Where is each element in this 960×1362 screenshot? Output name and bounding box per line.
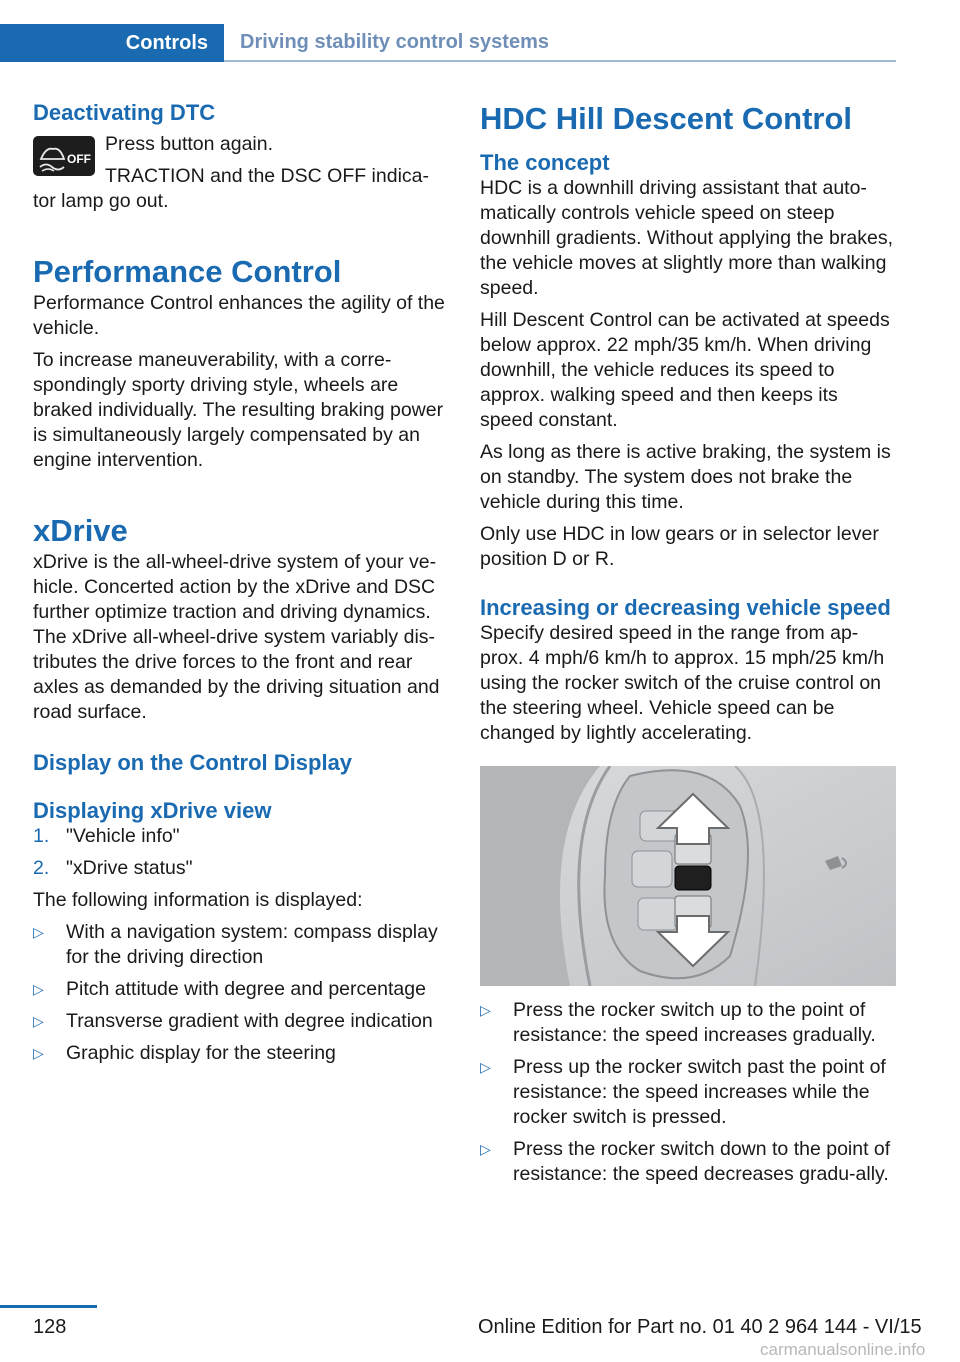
rocker-instructions-list xyxy=(480,998,896,1187)
step-number: 2. xyxy=(33,857,50,879)
triangle-bullet-icon: ▷ xyxy=(480,1002,491,1018)
edition-note: Online Edition for Part no. 01 40 2 964 144 - VI/15 xyxy=(478,1316,922,1338)
performance-text-2: To increase maneuverability, with a corre-spondingly sporty driving style, wheels are braked individually. The resulting braking power is simultaneously largely compensated by an engine intervention. xyxy=(33,349,444,471)
triangle-bullet-icon: ▷ xyxy=(480,1141,491,1157)
steps-list xyxy=(33,824,447,881)
hdc-text-2: Hill Descent Control can be activated at speeds below approx. 22 mph/35 km/h. When driving downhill, the vehicle reduces its speed to approx. walking speed and then keeps its speed constant. xyxy=(480,309,890,431)
list-item xyxy=(33,920,447,970)
control-display-heading: Display on the Control Display xyxy=(33,750,353,775)
step-text: "xDrive status" xyxy=(66,857,193,879)
footer-rule xyxy=(0,1305,97,1308)
dtc-text-2: TRACTION and the DSC OFF indica-tor lamp go out. xyxy=(33,165,429,212)
hdc-heading: HDC Hill Descent Control xyxy=(480,101,853,136)
display-intro: The following information is displayed: xyxy=(33,889,363,911)
hdc-text-1: HDC is a downhill driving assistant that auto-matically controls vehicle speed on steep downhill gradients. Without applying the brakes, the vehicle moves at slightly more than walking speed. xyxy=(480,177,893,299)
right-column xyxy=(480,100,896,1194)
list-item xyxy=(33,824,447,849)
speed-heading: Increasing or decreasing vehicle speed xyxy=(480,595,891,620)
bullet-text: Press up the rocker switch past the point of resistance: the speed increases while the rocker switch is pressed. xyxy=(513,1056,886,1128)
triangle-bullet-icon: ▷ xyxy=(33,981,44,997)
page-number: 128 xyxy=(33,1316,67,1338)
chapter-title[interactable]: Driving stability control systems xyxy=(224,24,896,62)
dsc-off-icon-label: OFF xyxy=(67,152,91,166)
triangle-bullet-icon: ▷ xyxy=(33,924,44,940)
list-item xyxy=(480,1055,896,1130)
watermark: carmanualsonline.info xyxy=(760,1340,926,1359)
section-tab[interactable]: Controls xyxy=(0,24,224,62)
triangle-bullet-icon: ▷ xyxy=(33,1045,44,1061)
dtc-text-1: Press button again. xyxy=(105,133,274,155)
list-item xyxy=(33,1041,447,1066)
bullet-text: Press the rocker switch up to the point of resistance: the speed increases gradually. xyxy=(513,999,876,1046)
list-item xyxy=(33,1009,447,1034)
bullet-text: Graphic display for the steering xyxy=(66,1042,336,1064)
triangle-bullet-icon: ▷ xyxy=(480,1059,491,1075)
page-header xyxy=(0,0,960,62)
performance-heading: Performance Control xyxy=(33,254,342,289)
list-item xyxy=(480,998,896,1048)
hdc-text-4: Only use HDC in low gears or in selector lever position D or R. xyxy=(480,523,879,570)
dsc-off-button-icon xyxy=(33,136,95,176)
step-number: 1. xyxy=(33,825,50,847)
step-text: "Vehicle info" xyxy=(66,825,180,847)
hdc-text-3: As long as there is active braking, the system is on standby. The system does not brake the vehicle during this time. xyxy=(480,441,891,513)
performance-text-1: Performance Control enhances the agility of the vehicle. xyxy=(33,292,445,339)
list-item xyxy=(33,977,447,1002)
xdrive-view-heading: Displaying xDrive view xyxy=(33,798,272,823)
dtc-block xyxy=(33,132,447,214)
info-list xyxy=(33,920,447,1066)
list-item xyxy=(33,856,447,881)
concept-heading: The concept xyxy=(480,150,610,175)
list-item xyxy=(480,1137,896,1187)
triangle-bullet-icon: ▷ xyxy=(33,1013,44,1029)
speed-text: Specify desired speed in the range from ap-prox. 4 mph/6 km/h to approx. 15 mph/25 km/h using the rocker switch of the cruise control on the steering wheel. Vehicle speed can be changed by lightly accelerating. xyxy=(480,622,885,744)
bullet-text: With a navigation system: compass display for the driving direction xyxy=(66,921,438,968)
rocker-switch-illustration xyxy=(480,766,896,986)
bullet-text: Press the rocker switch down to the point of resistance: the speed decreases gradu-ally. xyxy=(513,1138,891,1185)
bullet-text: Pitch attitude with degree and percentage xyxy=(66,978,426,1000)
dtc-heading: Deactivating DTC xyxy=(33,100,216,125)
left-column xyxy=(33,100,447,1073)
xdrive-heading: xDrive xyxy=(33,513,128,548)
xdrive-text: xDrive is the all-wheel-drive system of your ve-hicle. Concerted action by the xDrive and DSC further optimize traction and driving dynamics. The xDrive all-wheel-drive system variably dis-tributes the drive forces to the front and rear axles as demanded by the driving situation and road surface. xyxy=(33,551,440,723)
bullet-text: Transverse gradient with degree indication xyxy=(66,1010,433,1032)
